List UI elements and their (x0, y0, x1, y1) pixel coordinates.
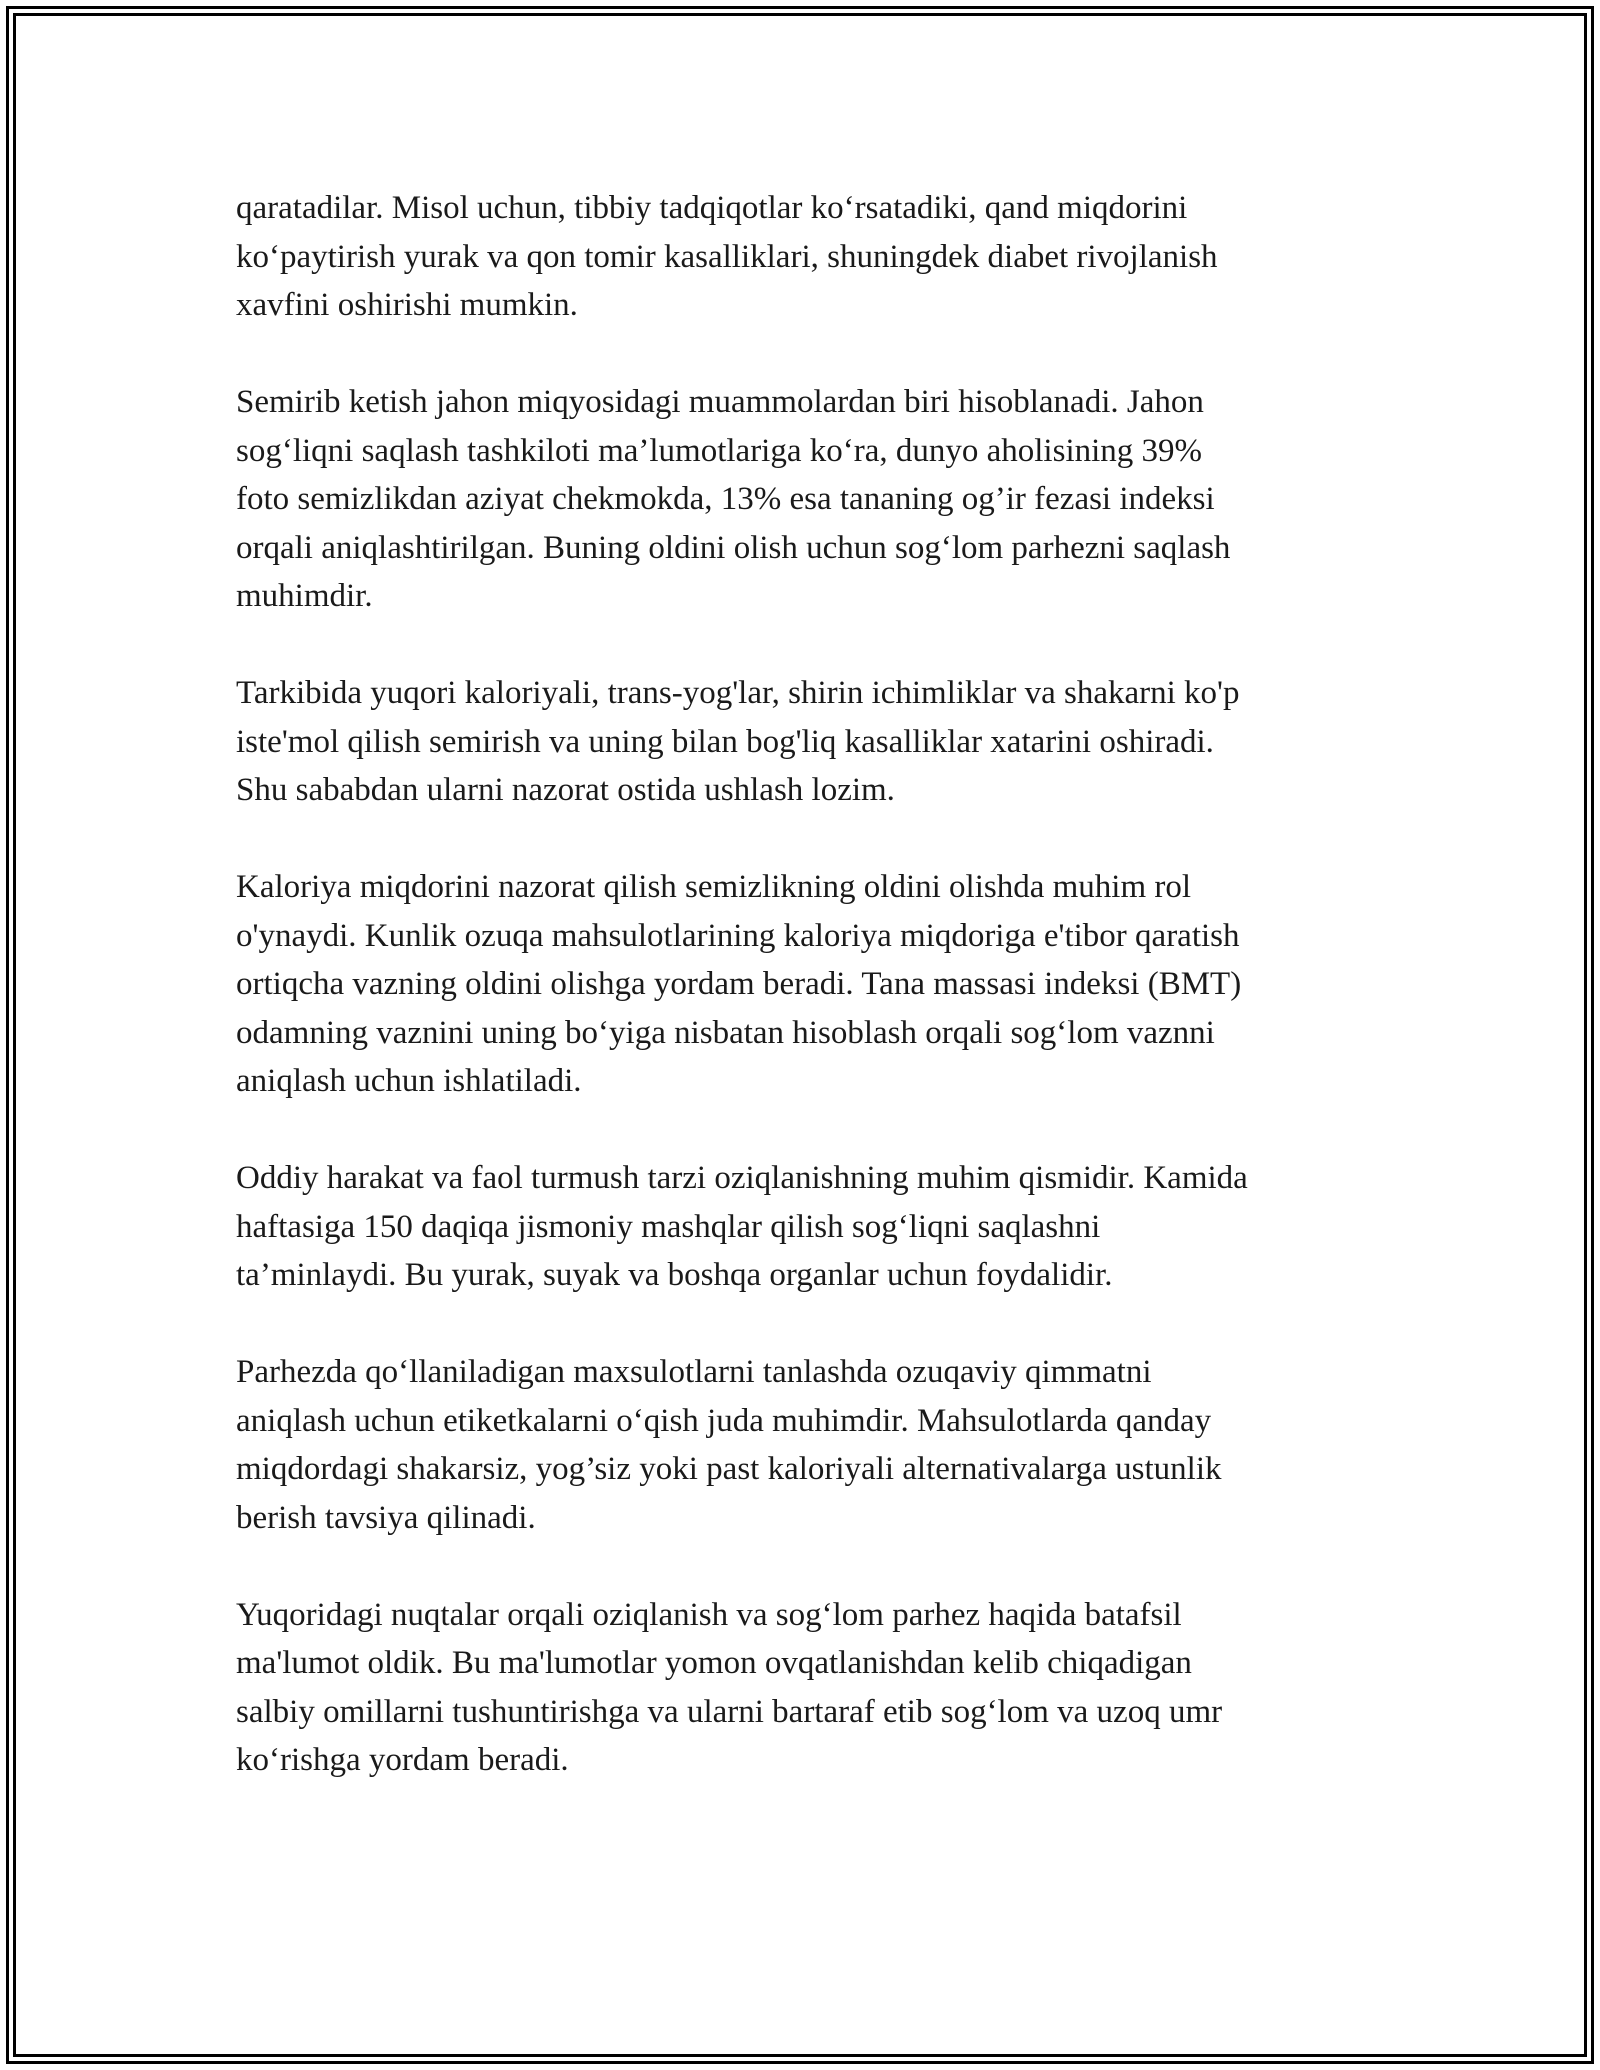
paragraph: Tarkibida yuqori kaloriyali, trans-yog'lar, shirin ichimliklar va shakarni ko'p iste'mol qilish semirish va uning bilan bog'liq kasalliklar xatarini oshiradi. Shu sababdan ularni nazorat ostida ushlash lozim. (236, 675, 1240, 808)
paragraph: Kaloriya miqdorini nazorat qilish semizlikning oldini olishda muhim rol o'ynaydi. Kunlik ozuqa mahsulotlarining kaloriya miqdoriga e'tibor qaratish ortiqcha vazning oldini olishga yordam beradi. Tana massasi indeksi (BMT) odamning vaznini uning boʻyiga nisbatan hisoblash orqali sogʻlom vaznni aniqlash uchun ishlatiladi. (236, 869, 1242, 1099)
paragraph: Yuqoridagi nuqtalar orqali oziqlanish va sogʻlom parhez haqida batafsil ma'lumot oldik. Bu ma'lumotlar yomon ovqatlanishdan kelib chiqadigan salbiy omillarni tushuntirishga va ularni bartaraf etib sogʻlom va uzoq umr koʻrishga yordam beradi. (236, 1596, 1223, 1778)
paragraph: qaratadilar. Misol uchun, tibbiy tadqiqotlar koʻrsatadiki, qand miqdorini koʻpaytirish yurak va qon tomir kasalliklari, shuningdek diabet rivojlanish xavfini oshirishi mumkin. (236, 190, 1218, 323)
paragraph: Parhezda qoʻllaniladigan maxsulotlarni tanlashda ozuqaviy qimmatni aniqlash uchun etiketkalarni oʻqish juda muhimdir. Mahsulotlarda qanday miqdordagi shakarsiz, yog’siz yoki past kaloriyali alternativalarga ustunlik berish tavsiya qilinadi. (236, 1354, 1222, 1536)
paragraph: Oddiy harakat va faol turmush tarzi oziqlanishning muhim qismidir. Kamida haftasiga 150 daqiqa jismoniy mashqlar qilish sogʻliqni saqlashni ta’minlaydi. Bu yurak, suyak va boshqa organlar uchun foydalidir. (236, 1160, 1248, 1293)
paragraph: Semirib ketish jahon miqyosidagi muammolardan biri hisoblanadi. Jahon sogʻliqni saqlash tashkiloti ma’lumotlariga koʻra, dunyo aholisining 39% foto semizlikdan aziyat chekmokda, 13% esa tananing og’ir fezasi indeksi orqali aniqlashtirilgan. Buning oldini olish uchun sogʻlom parhezni saqlash muhimdir. (236, 384, 1231, 614)
document-body (236, 184, 1396, 1833)
